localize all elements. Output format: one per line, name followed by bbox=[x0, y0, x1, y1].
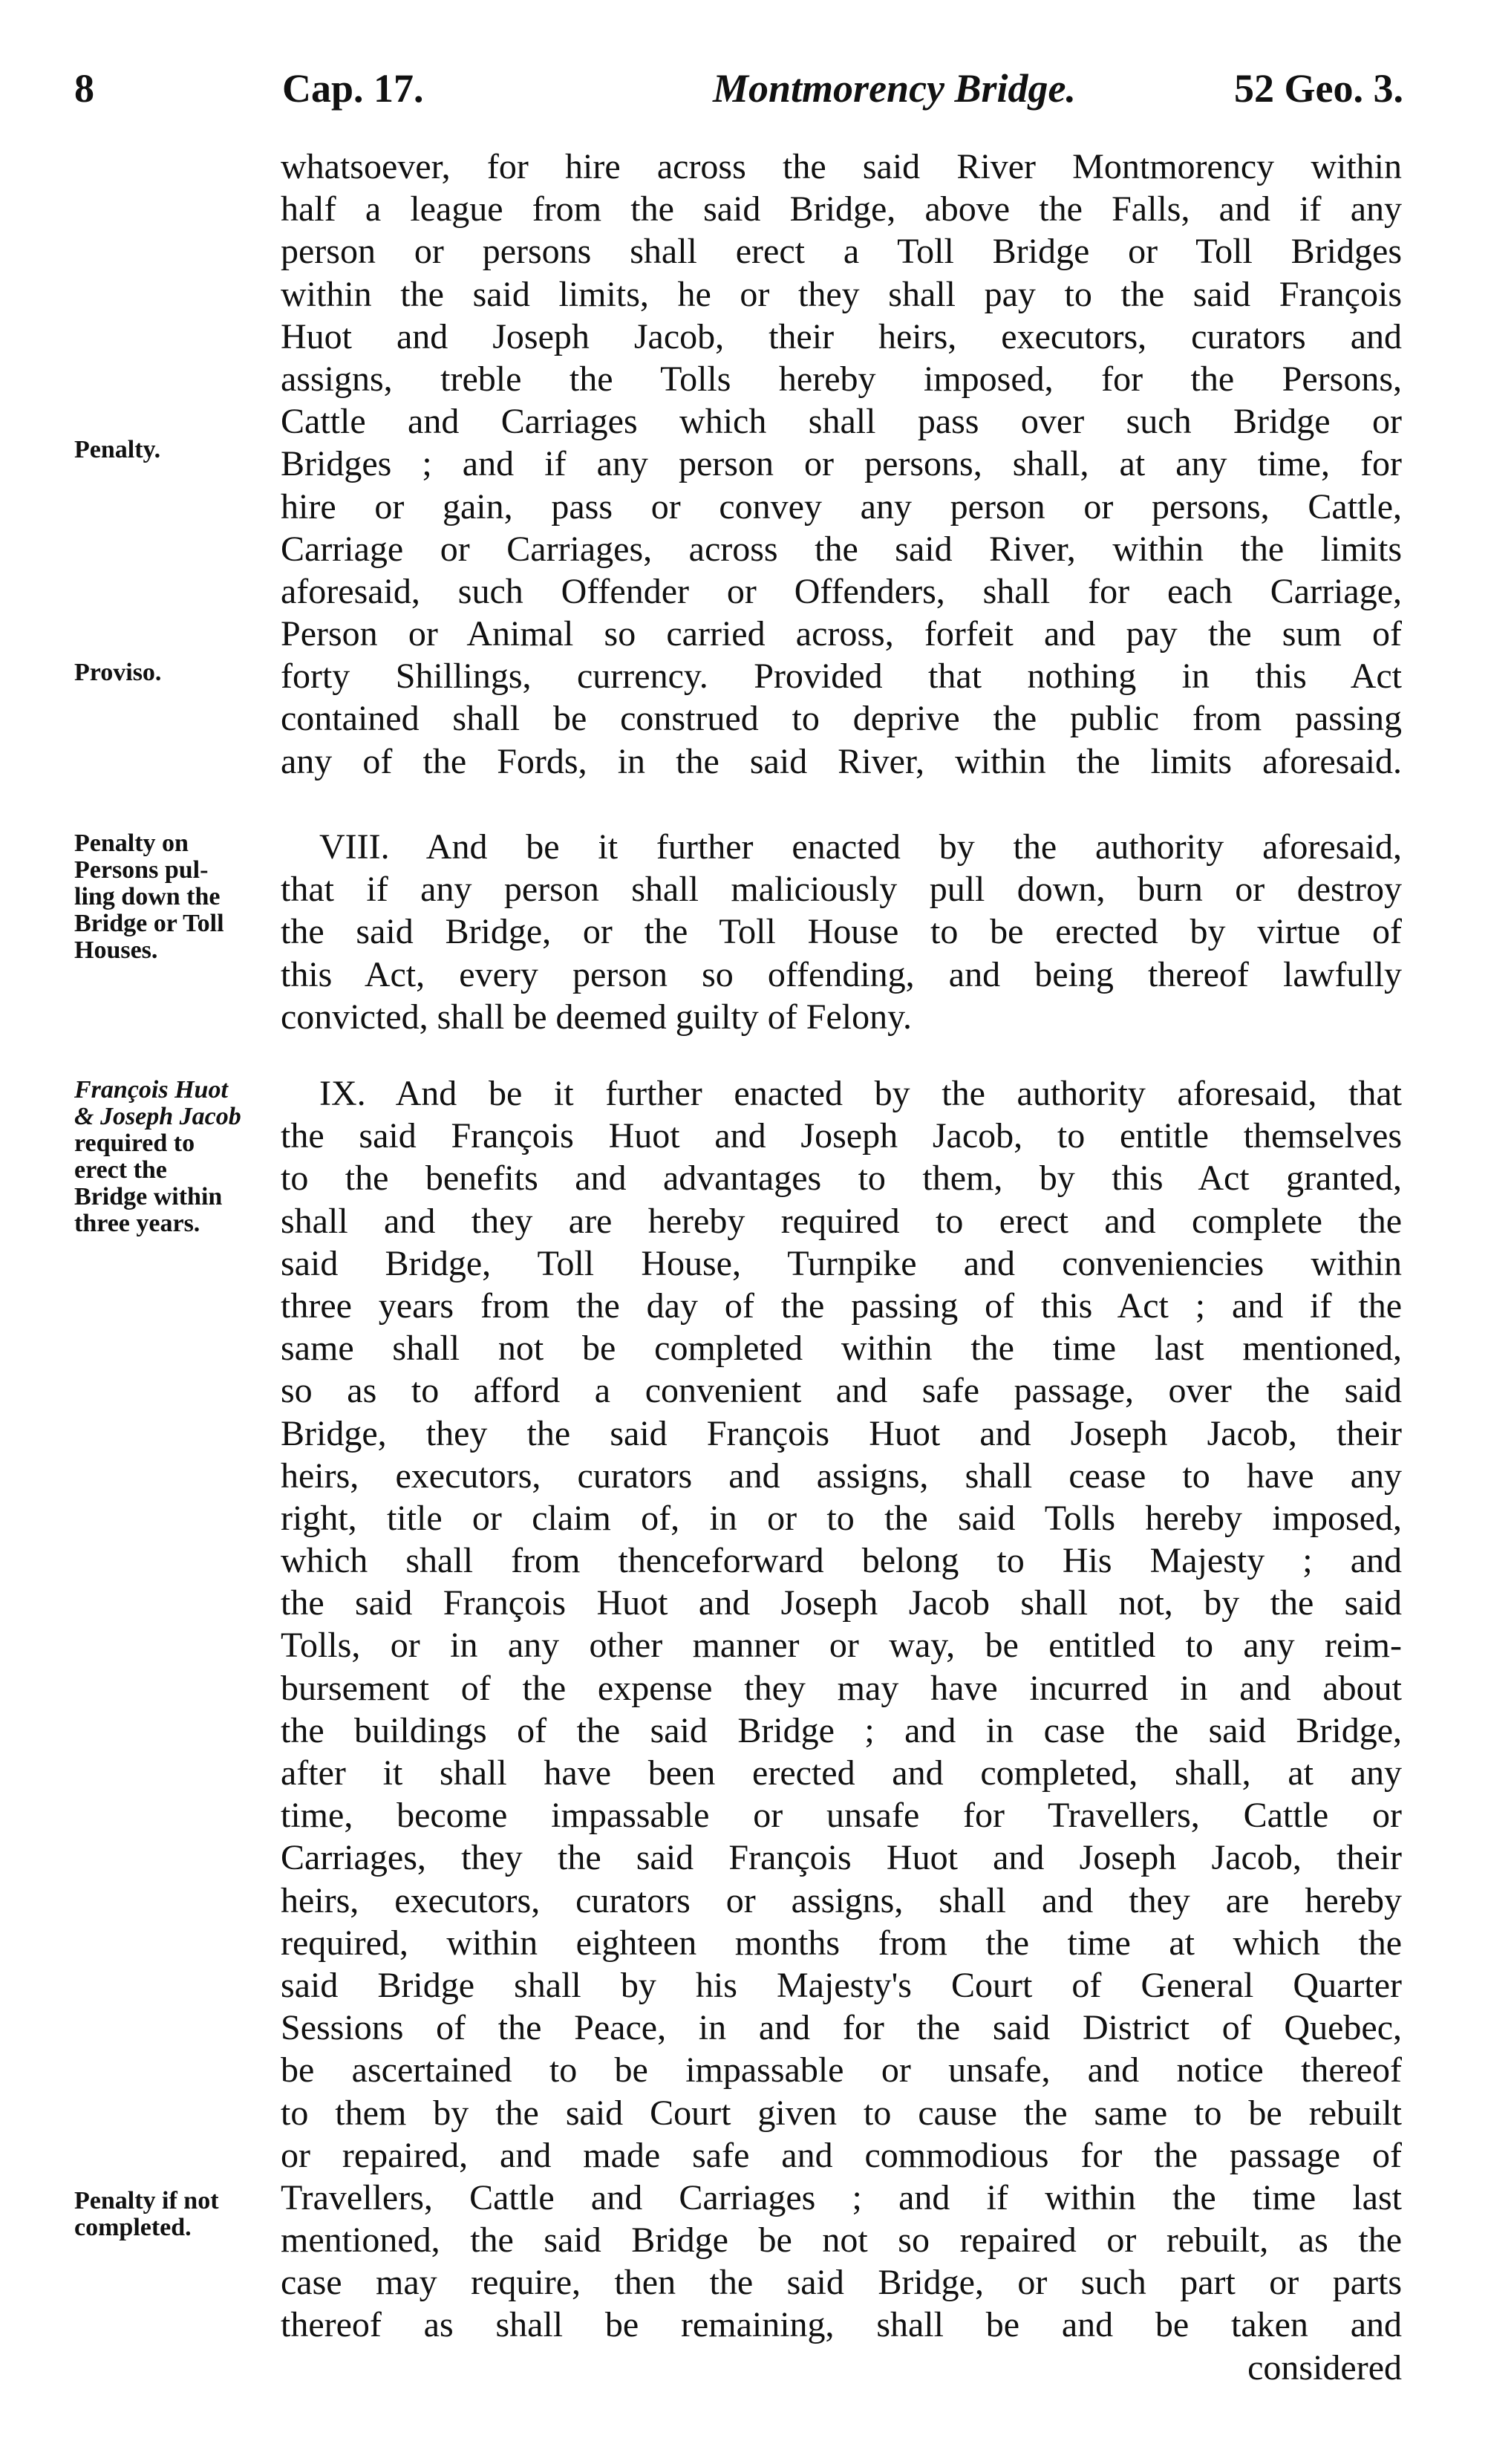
margin-note-line: three years. bbox=[74, 1210, 200, 1237]
margin-note-proviso bbox=[74, 659, 275, 686]
text-line: that if any person shall maliciously pull down, burn or destroy bbox=[281, 870, 1402, 910]
text-line: Travellers, Cattle and Carriages ; and if within the time last bbox=[281, 2177, 1402, 2217]
text-line: thereof as shall be remaining, shall be and be taken and bbox=[281, 2305, 1402, 2345]
paragraph-continuation bbox=[281, 146, 1402, 783]
margin-note-penalty-pulling-down bbox=[74, 830, 275, 964]
text-line: VIII. And be it further enacted by the authority aforesaid, bbox=[319, 827, 1402, 867]
text-line: right, title or claim of, in or to the said Tolls hereby imposed, bbox=[281, 1498, 1402, 1538]
text-line: Huot and Joseph Jacob, their heirs, executors, curators and bbox=[281, 316, 1402, 356]
text-line: aforesaid, such Offender or Offenders, shall for each Carriage, bbox=[281, 571, 1402, 611]
margin-note-line: & Joseph Jacob bbox=[74, 1103, 241, 1130]
margin-note-line: Bridge or Toll bbox=[74, 910, 224, 937]
text-line: contained shall be construed to deprive the public from passing bbox=[281, 699, 1402, 739]
margin-note-line: Penalty. bbox=[74, 436, 161, 463]
text-line: any of the Fords, in the said River, within the limits aforesaid. bbox=[281, 741, 1402, 781]
text-line: the said Bridge, or the Toll House to be erected by virtue of bbox=[281, 912, 1402, 952]
margin-note-line: completed. bbox=[74, 2214, 192, 2241]
text-line: after it shall have been erected and completed, shall, at any bbox=[281, 1753, 1402, 1793]
text-line: same shall not be completed within the time last mentioned, bbox=[281, 1329, 1402, 1369]
text-line: bursement of the expense they may have incurred in and about bbox=[281, 1668, 1402, 1708]
text-line: the said François Huot and Joseph Jacob, to entitle themselves bbox=[281, 1116, 1402, 1156]
regnal-year: 52 Geo. 3. bbox=[1234, 66, 1403, 111]
running-header bbox=[74, 65, 1403, 125]
text-line: within the said limits, he or they shall pay to the said François bbox=[281, 274, 1402, 314]
margin-note-line: François Huot bbox=[74, 1076, 228, 1104]
text-line: said Bridge shall by his Majesty's Court of General Quarter bbox=[281, 1965, 1402, 2005]
text-line: to them by the said Court given to cause the same to be rebuilt bbox=[281, 2093, 1402, 2133]
text-line: Carriages, they the said François Huot and Joseph Jacob, their bbox=[281, 1838, 1402, 1878]
text-line: Tolls, or in any other manner or way, be entitled to any reim- bbox=[281, 1626, 1402, 1666]
margin-note-penalty bbox=[74, 437, 275, 463]
text-line: half a league from the said Bridge, above the Falls, and if any bbox=[281, 189, 1402, 229]
text-line: convicted, shall be deemed guilty of Felony. bbox=[281, 997, 913, 1037]
text-line: be ascertained to be impassable or unsafe, and notice thereof bbox=[281, 2050, 1402, 2090]
margin-note-line: erect the bbox=[74, 1156, 167, 1184]
margin-note-huot-jacob-required bbox=[74, 1077, 275, 1237]
text-line: Cattle and Carriages which shall pass over such Bridge or bbox=[281, 402, 1402, 442]
text-line: required, within eighteen months from the time at which the bbox=[281, 1923, 1402, 1963]
text-line: Person or Animal so carried across, forfeit and pay the sum of bbox=[281, 614, 1402, 654]
text-line: Sessions of the Peace, in and for the said District of Quebec, bbox=[281, 2008, 1402, 2048]
text-line: which shall from thenceforward belong to His Majesty ; and bbox=[281, 1541, 1402, 1581]
text-line: whatsoever, for hire across the said River Montmorency within bbox=[281, 147, 1402, 186]
text-line: forty Shillings, currency. Provided that nothing in this Act bbox=[281, 656, 1402, 697]
margin-note-penalty-not-completed bbox=[74, 2188, 275, 2241]
page-number: 8 bbox=[74, 66, 94, 111]
text-line: assigns, treble the Tolls hereby imposed, for the Persons, bbox=[281, 359, 1402, 399]
section-viii bbox=[281, 826, 1402, 1038]
margin-note-line: Bridge within bbox=[74, 1183, 223, 1210]
text-line: person or persons shall erect a Toll Bridge or Toll Bridges bbox=[281, 232, 1402, 272]
running-title: Montmorency Bridge. bbox=[713, 66, 1077, 111]
margin-note-line: Penalty on bbox=[74, 830, 189, 857]
section-ix bbox=[281, 1072, 1402, 2389]
margin-note-line: required to bbox=[74, 1130, 195, 1157]
text-line: IX. And be it further enacted by the authority aforesaid, that bbox=[319, 1074, 1402, 1113]
text-line: the buildings of the said Bridge ; and in case the said Bridge, bbox=[281, 1710, 1402, 1750]
margin-note-line: ling down the bbox=[74, 883, 221, 910]
margin-note-line: Penalty if not bbox=[74, 2187, 219, 2214]
text-line: or repaired, and made safe and commodious for the passage of bbox=[281, 2135, 1402, 2175]
text-line: Bridges ; and if any person or persons, shall, at any time, for bbox=[281, 444, 1402, 484]
text-line: said Bridge, Toll House, Turnpike and conveniencies within bbox=[281, 1243, 1402, 1283]
text-line: Carriage or Carriages, across the said River, within the limits bbox=[281, 529, 1402, 569]
text-line: hire or gain, pass or convey any person or persons, Cattle, bbox=[281, 486, 1402, 527]
text-line: case may require, then the said Bridge, or such part or parts bbox=[281, 2263, 1402, 2303]
text-line: this Act, every person so offending, and being thereof lawfully bbox=[281, 954, 1402, 994]
margin-note-line: Proviso. bbox=[74, 659, 162, 686]
catchword: considered bbox=[1247, 2347, 1402, 2388]
margin-note-line: Persons pul- bbox=[74, 856, 209, 884]
text-line: heirs, executors, curators and assigns, shall cease to have any bbox=[281, 1456, 1402, 1496]
chapter-number: Cap. 17. bbox=[282, 66, 424, 111]
text-line: mentioned, the said Bridge be not so repaired or rebuilt, as the bbox=[281, 2220, 1402, 2261]
text-line: heirs, executors, curators or assigns, shall and they are hereby bbox=[281, 1880, 1402, 1920]
text-line: the said François Huot and Joseph Jacob shall not, by the said bbox=[281, 1583, 1402, 1623]
text-line: to the benefits and advantages to them, by this Act granted, bbox=[281, 1158, 1402, 1199]
text-line: time, become impassable or unsafe for Travellers, Cattle or bbox=[281, 1796, 1402, 1836]
text-line: Bridge, they the said François Huot and Joseph Jacob, their bbox=[281, 1413, 1402, 1453]
text-line: shall and they are hereby required to erect and complete the bbox=[281, 1201, 1402, 1241]
margin-note-line: Houses. bbox=[74, 936, 158, 964]
text-line: so as to afford a convenient and safe passage, over the said bbox=[281, 1371, 1402, 1411]
text-line: three years from the day of the passing of this Act ; and if the bbox=[281, 1285, 1402, 1326]
